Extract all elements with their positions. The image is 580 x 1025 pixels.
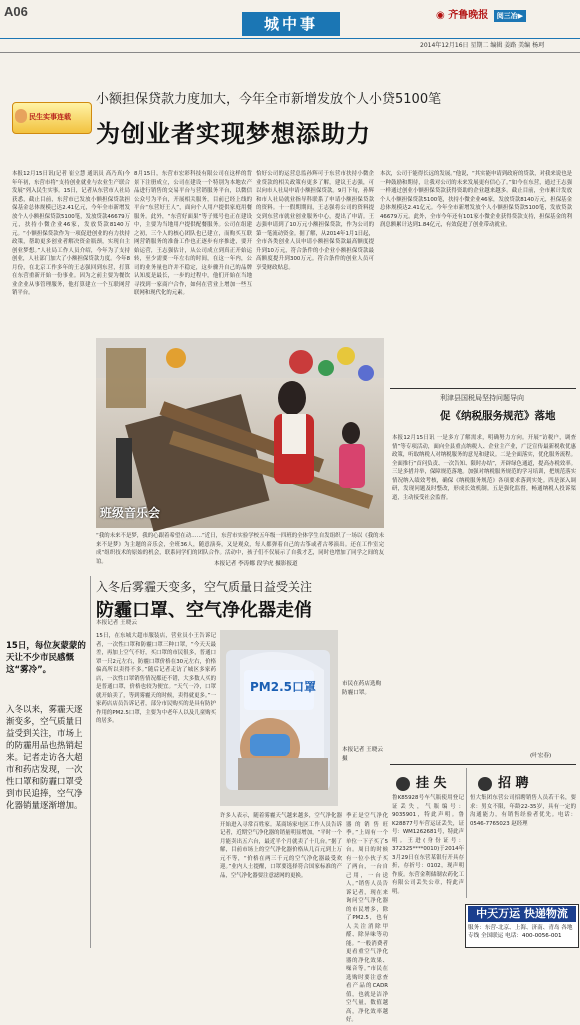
notice-icon <box>396 777 410 791</box>
column-tag-label: 民生实事连载 <box>29 113 71 121</box>
mask-photo-image <box>220 630 338 806</box>
page-number: A06 <box>4 4 28 19</box>
story1-col3: 恰好公司的运营总监孙辉可于东营市扶持小微企业贷款的相关政策有更多了解，建议王志强，可以向市人社局申请小额担保贷款。9月下旬，孙辉和市人社局就业指导科联系了申请小额担保贷款的资料。十一假期期间，王志强将公司的资料提交到东营市就业创业服务中心，提出了申请。王志强申请到了10万元小额担保贷款，作为公司的第一笔流动资金。据了解，从2014年1月1日起，全市各类创业人员申请小额担保贷款最高额度提升到10万元，符合条件的小企业小额担保贷款最高额度提升到300万元。符合条件的创业人员可享受财政贴息。 <box>256 171 374 271</box>
concert-photo-credit: 本报记者 李涛娜 段学虎 摄影报道 <box>214 561 298 567</box>
concert-photo-text: “我的未来不是梦，我的心跟着希望在动……”近日，东营市实验学校五年级一四班的全体学生自发组织了一场以《我的未来不是梦》为主题的音乐会，全班36人，随意演奏，又是观众，每人都弹着自己的古筝或者古琴演出。还在工作室完成“组织技术的原始的机会，联系同学们的团队合作。活动中，孩子们不仅展示了自我才艺，同时也增加了同学之间的友谊。 <box>96 533 384 565</box>
concert-photo-caption: 班级音乐会 <box>100 506 161 520</box>
story2-body: 本报12月15日讯 一是多方了解需求，明确努力方向。开展“访税户，调查情”等专项活动，面向全县重点纳税人、企业主产业，广泛宣传最新税收优惠政策，听取纳税人对纳税服务的意见和建议。二是全面落实，优化服务流程。全面推行“首问负责、一次告知、限时办结”，开辟绿色通道，提高办税效率。三是多措并举，保障规范落地。加强对纳税服务规范的学习培训，把规范落实情况纳入绩效考核，确保《纳税服务规范》各项要求落到实处。四是深入调研，发现问题及时整改，形成长效机制。五是强化监督，畅通纳税人投诉渠道，主动接受社会监督。 <box>392 435 576 501</box>
mask-product-label: PM2.5口罩 <box>250 680 316 694</box>
logo-badge: 阅三冶▶ <box>494 10 526 22</box>
story1-col1: 本报12月15日讯(记者 崔立慧 通讯员 高乃真)今年年初，东营市将“支持创业就业与农业生产联合发展”列入民生实事。15日，记者从东营市人社局获悉，截止目前，东营市已发放小额担保贷款担保基金总体规模已达2.41亿元，今年全市新增发放个人小额担保贷款5100笔，发放贷款46679万元，扶持小微企业46家，发放贷款8140万元。“小额担保贷款作为一项促进创业的有力扶持政策，帮助更多创业者解决资金瓶颈，实现自主创业梦想。”人社局工作人员介绍，今年为了支持创业，人社部门加大了小额担保贷款力度。今年8月份，在北京工作多年的王志强回到东营，打算在东营重新开始一份事业。因为之前主要为餐饮业企业从事管理服务，他打算建立一个互联网营销平台。 <box>12 171 130 296</box>
dateline: 2014年12月16日 星期二 编辑 姜路 美编 杨珂 <box>420 42 545 49</box>
story1-col4: 本次，公司于能得长远的发展。”他说，“其实能申请到政府的贷款，对我来说也是一种鼓励和期待，让我对公司的未来发展更有信心了。”如今在东营，通过王志强一样通过创业小额担保贷款获得资助的企业越来越多。截止目前，全市累计发放个人小额担保贷款5100笔，扶持小微企业46家，发放贷款8140万元，担保基金总体规模达2.41亿元。今年全市新增发放个人小额担保贷款5100笔，发放贷款46679万元。此外，全市今年还有101家小微企业获得贷款支持，担保基金的利润总额累计达到1.84亿元，有效促进了创业带动就业。 <box>380 171 572 228</box>
logo-name: 齐鲁晚报 <box>448 10 489 21</box>
mask-photo <box>220 630 338 806</box>
story2-kicker: 利津县国税局坚持问题导向 <box>440 394 524 402</box>
side-box-body: 入冬以来，雾霾天逐渐变多，空气质量日益受到关注，市场上的防霾用品也热销起来。记者走访各大超市和药店发现，一次性口罩和防霾口罩受到市民追捧，空气净化器销量逐渐增加。 <box>6 705 83 811</box>
ad-banner-text: 服务：东营-北京、上海、济南、青岛 各地专线 全国联运 电话：400-0056-001 <box>468 925 573 939</box>
recruit-text: 恒大集团东营公司招聘销售人员若干名，要求：男女不限，年龄22-35岁，具有一定的沟通能力，有销售经验者优先。电话：0546-7765023 赵经理 <box>470 795 576 827</box>
logo-icon: ◉ <box>436 10 445 21</box>
header-rule-2 <box>0 52 580 53</box>
concert-photo <box>96 338 384 528</box>
ad-banner-title: 中天万运 快递物流 <box>468 906 576 922</box>
mask-photo-caption: 市民在药店选购防霾口罩。 <box>342 681 382 696</box>
lost-notice-text: 鲁K85928号车气瓶使用登记证丢失，气瓶编号：9035901，特此声明。鲁K28877号车营运证丢失，证号：WM1262681号，特此声明。王进(身份证号：372325****0010)于2014年3月29日在东营某银行开具存折，存折号：0102，现声明作废。东营金利储制农药化工有限公司丢失公章，特此声明。 <box>392 795 464 895</box>
story1-kicker: 小额担保贷款力度加大，今年全市新增发放个人小贷5100笔 <box>96 92 442 107</box>
section-title: 城中事 <box>242 12 340 36</box>
story2-title: 促《纳税服务规范》落地 <box>440 410 556 422</box>
story3-kicker: 入冬后雾霾天变多，空气质量日益受关注 <box>96 580 313 594</box>
newspaper-logo <box>436 6 526 22</box>
concert-photo-image <box>96 338 384 528</box>
story1-col2: 8月15日，东营市宏彩科技有限公司在这样的背景下注册成立，公司在建设一个特别为本地农产品进行销售的交易平台与营销服务平台，以微信公众号为平台，开展相关服务，目前已经上线的平台“东营好王人”，面向个人用户提供家庭用餐服务。此外，“东营好面果”等子账号也正在建设中，主要为当地用户提供配餐服务。公司在组建之初，三个人的核心团队也已建立，而购买互联网营销服务的准备工作也正逐步有序推进，要开始运营，王志强估计，从公司成立到真正开始运转，至少需要一年左右的时间，在这一年内，公司的业务量也许并不稳定，这步骤升自己的品牌认知度是最长，一步的过程中，他们开始在当地寻找到一家商户合作，如何在营业上增加一些互联网和现代化的元素。 <box>134 171 252 296</box>
mask-photo-credit: 本报记者 王晓云 摄 <box>342 747 383 762</box>
story3-byline: 本报记者 王晓云 <box>96 620 137 626</box>
side-box-header: 15日，每位灰蒙蒙的天让不少市民感慨这“雾冷”。 <box>6 641 86 675</box>
story3-title: 防霾口罩、空气净化器走俏 <box>96 600 312 621</box>
classifieds-divider <box>466 768 467 898</box>
classifieds-top-rule <box>390 764 576 765</box>
story3-col1: 15日，在东城大超市服装店，营业员小王告诉记者，一次性口罩和防霾口罩三种口罩，“今天天最差，再加上空气不好，买口罩的市民很多，普通口罩一只2元左右，防霾口罩价格在30元左右，价格偏高所以卖得不多。”随后记者走访了城区多家药店，一次性口罩销售情况都还不错，大多数人买的是普通口罩，价格也较为便宜。“天气一冷，口罩就开始卖了，等到雾霾天的时候，卖得就更多。”一家药店店员告诉记者，部分市民购买的是具有防护作用的PM2.5口罩，主要为中老年人以及儿童购买的居多。 <box>96 633 216 724</box>
story3-col2: 许多人表示，随着雾霾天气越来越多，空气净化器开始进入寻常百姓家。某商场家电区工作人员告诉记者，近期空气净化器的销量明显增加，“平时一个月能卖出五六台，最近半个月就卖了十几台。”据了解，目前市场上的空气净化器价格从几百元到上万元不等，“价格在两三千元的空气净化器最受欢迎。”业内人士提醒，口罩要选择符合国家标准的产品，空气净化器要注意滤网的更换。 <box>220 813 342 879</box>
story1-title: 为创业者实现梦想添助力 <box>96 119 371 148</box>
story2-byline: (叶宏春) <box>530 753 552 759</box>
story2-top-rule <box>390 388 576 389</box>
recruit-title: 招 聘 <box>478 772 529 791</box>
header-rule <box>0 38 580 39</box>
side-column-rule <box>90 576 91 948</box>
story3-col3: 季正是空气净化器的销售旺季。”上周有一个单位一下子买了5台。周日的时候有一位小伙子买了两台，一台自己用，一台送人。”销售人员告诉记者，现在来询问空气净化器的市民增多，除了PM2.5，也有人关注消除甲醛、除异味等功能。“一般消费者更看重空气净化器的净化效果、噪音等。”市民在选购时要注意查看产品的CADR值，也就是洁净空气量，数值越高，净化效率越好。 <box>346 813 388 1023</box>
cartoon-face-icon <box>15 109 27 123</box>
recruit-icon <box>478 777 492 791</box>
column-tag <box>12 102 92 134</box>
lost-notice-title: 挂 失 <box>396 772 447 791</box>
